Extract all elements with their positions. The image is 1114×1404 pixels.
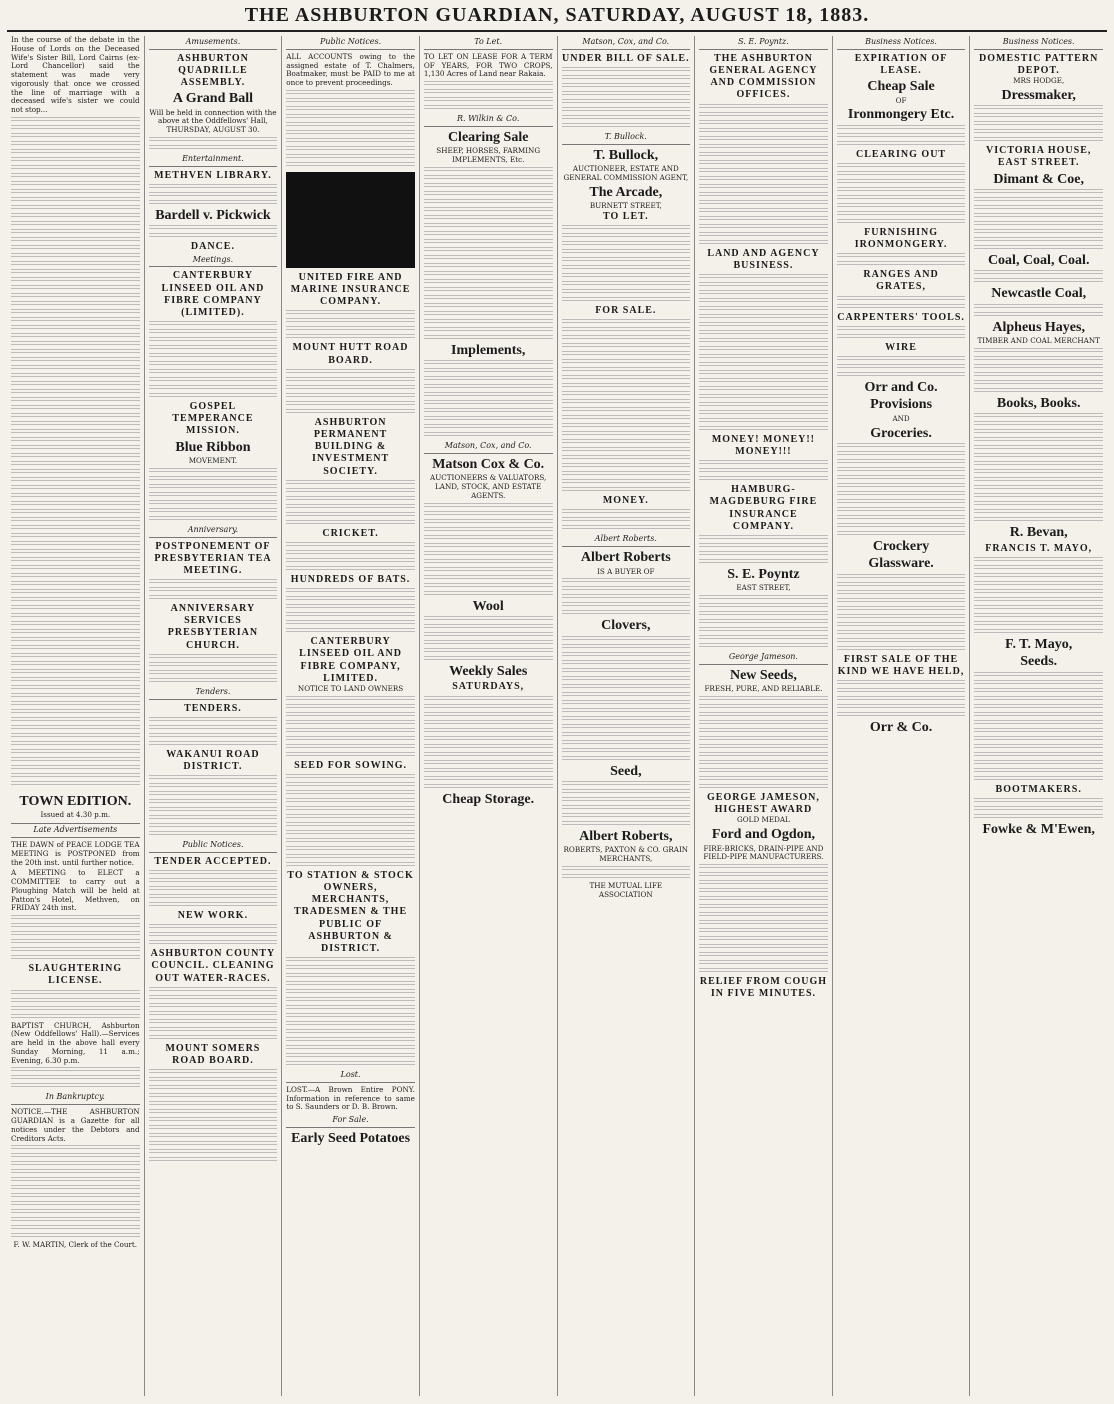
t-bullock: T. Bullock,: [593, 147, 659, 163]
gold-medal: GOLD MEDAL: [737, 815, 790, 825]
of-label: OF: [895, 95, 907, 105]
movement-label: MOVEMENT.: [188, 456, 238, 466]
quadrille-title: ASHBURTON QUADRILLE ASSEMBLY.: [177, 52, 249, 89]
lost-heading: Lost.: [286, 1069, 415, 1083]
blue-ribbon: Blue Ribbon: [175, 439, 251, 455]
entertainment-heading: Entertainment.: [149, 153, 278, 167]
orr-co-sign: Orr & Co.: [869, 720, 933, 736]
books-books: Books, Books.: [996, 396, 1081, 412]
issue-date: SATURDAY, AUGUST 18, 1883.: [565, 4, 870, 26]
water-races: ASHBURTON COUNTY COUNCIL. CLEANING OUT WATER-RACES.: [150, 948, 276, 984]
seeds: Seeds.: [1020, 654, 1058, 670]
column-6: [695, 36, 833, 1396]
saturdays: SATURDAYS,: [452, 681, 525, 693]
public-notices-heading: Public Notices.: [149, 839, 278, 853]
mutual-life: THE MUTUAL LIFE ASSOCIATION: [589, 881, 663, 899]
town-edition-sub: Issued at 4.30 p.m.: [40, 810, 111, 820]
seed: Seed,: [610, 763, 642, 779]
column-3: [282, 36, 420, 1396]
crockery: Crockery: [872, 538, 930, 554]
to-let-lease: TO LET ON LEASE FOR A TERM OF YEARS, FOR TWO CROPS, 1,130 Acres of Land near Rakaia.: [423, 51, 553, 79]
roberts-paxton: ROBERTS, PAXTON & CO. GRAIN MERCHANTS,: [563, 845, 689, 864]
highest-award: HIGHEST AWARD: [714, 804, 813, 816]
weekly-sales: Weekly Sales: [449, 664, 528, 680]
newcastle-coal: Newcastle Coal,: [991, 286, 1087, 302]
fowke-mewen: Fowke & M'Ewen,: [982, 821, 1095, 837]
albert-roberts: Albert Roberts: [580, 550, 671, 566]
column-2: [145, 36, 283, 1396]
column-4: [420, 36, 558, 1396]
anniversary-heading: Anniversary.: [149, 524, 278, 538]
george-jameson: GEORGE JAMESON,: [707, 792, 820, 804]
francis-mayo: FRANCIS T. MAYO,: [985, 542, 1093, 554]
auctioneers-valuators: AUCTIONEERS & VALUATORS, LAND, STOCK, AND ESTATE AGENTS.: [430, 473, 547, 500]
jameson-heading: George Jameson.: [699, 651, 828, 665]
furnishing-ironmongery: FURNISHING IRONMONGERY.: [854, 226, 948, 251]
column-5: [558, 36, 696, 1396]
bullock-role: AUCTIONEER, ESTATE AND GENERAL COMMISSION AGENT,: [563, 164, 689, 182]
r-bevan: R. Bevan,: [1009, 525, 1068, 541]
clovers: Clovers,: [601, 618, 651, 634]
cheap-storage: Cheap Storage.: [442, 791, 535, 807]
business-heading-7: Business Notices.: [837, 36, 966, 50]
seed-for-sowing: SEED FOR SOWING.: [294, 759, 408, 771]
columns: [7, 36, 1107, 1396]
roberts-heading: Albert Roberts.: [562, 533, 691, 547]
tenders-heading: Tenders.: [149, 686, 278, 700]
ford-ogdon: Ford and Ogdon,: [711, 827, 815, 843]
fresh-pure: FRESH, PURE, AND RELIABLE.: [704, 684, 823, 694]
gospel-temperance: GOSPEL TEMPERANCE MISSION.: [172, 401, 254, 437]
ironmongery: Ironmongery Etc.: [847, 107, 955, 123]
late-ad-1: THE DAWN of PEACE LODGE TEA MEETING is POSTPONED from the 20th inst. until further notice.: [11, 839, 140, 867]
meetings-heading: Meetings.: [149, 254, 278, 268]
lords-debate-article: In the course of the debate in the House of Lords on the Deceased Wife's Sister Bill, Lord Cairns (ex-Lord Chancellor) said the statement was made very vigorously that once we crossed the line of marriage with a deceased wife's sister we could not stop...: [11, 36, 140, 115]
newspaper-page: [7, 4, 1107, 1396]
to-let-heading: To Let.: [424, 36, 553, 50]
ball-details: Will be held in connection with the above at the Oddfellows' Hall, THURSDAY, AUGUST 30.: [149, 107, 277, 135]
amusements-heading: Amusements.: [149, 36, 278, 50]
permanent-society: ASHBURTON PERMANENT BUILDING & INVESTMENT SOCIETY.: [311, 416, 390, 477]
column-8: [970, 36, 1107, 1396]
provisions: Provisions: [870, 397, 933, 413]
general-agency: THE ASHBURTON GENERAL AGENCY AND COMMISSION OFFICES.: [709, 52, 818, 101]
new-work: NEW WORK.: [177, 910, 249, 922]
mount-hutt: MOUNT HUTT ROAD BOARD.: [292, 342, 409, 366]
cricket: CRICKET.: [322, 527, 379, 539]
anniversary-services: ANNIVERSARY SERVICES PRESBYTERIAN CHURCH.: [167, 603, 259, 651]
buyer-of: IS A BUYER OF: [597, 566, 655, 576]
new-seeds: New Seeds,: [729, 667, 797, 683]
town-edition: [11, 789, 140, 824]
wool: Wool: [472, 598, 504, 614]
money-money: MONEY! MONEY!! MONEY!!!: [711, 433, 816, 458]
implements: Implements,: [451, 342, 526, 358]
sheep-horses: SHEEP, HORSES, FARMING IMPLEMENTS, Etc.: [436, 146, 541, 165]
coal-coal: Coal, Coal, Coal.: [987, 253, 1090, 269]
for-sale: FOR SALE.: [595, 305, 657, 316]
early-seed-potatoes: Early Seed Potatoes: [291, 1131, 411, 1146]
for-sale-heading: For Sale.: [286, 1114, 415, 1128]
masthead: [7, 4, 1107, 32]
poyntz-heading: S. E. Poyntz.: [699, 36, 828, 50]
wakanui-road: WAKANUI ROAD DISTRICT.: [166, 748, 260, 772]
domestic-pattern: DOMESTIC PATTERN DEPOT.: [979, 52, 1099, 76]
bankruptcy-heading: In Bankruptcy.: [11, 1091, 140, 1105]
public-notices-heading-3: Public Notices.: [286, 36, 415, 50]
united-insurance: UNITED FIRE AND MARINE INSURANCE COMPANY.: [290, 271, 411, 308]
dance-label: DANCE.: [190, 241, 235, 253]
clerk-signature: F. W. MARTIN, Clerk of the Court.: [13, 1240, 138, 1250]
notice-land-owners: NOTICE TO LAND OWNERS: [297, 683, 404, 693]
groceries: Groceries.: [870, 425, 932, 441]
late-ad-2: A MEETING to ELECT a COMMITTEE to carry out a Ploughing Match will be held at Patton's Hotel, Methven, on FRIDAY 24th inst.: [11, 868, 140, 913]
wilkin-heading: R. Wilkin & Co.: [424, 113, 553, 127]
business-heading-8: Business Notices.: [974, 36, 1103, 50]
dimant-coe: Dimant & Coe,: [993, 171, 1084, 187]
tender-accepted: TENDER ACCEPTED.: [154, 855, 272, 867]
cheap-sale: Cheap Sale: [867, 79, 935, 95]
matson-cox: Matson Cox & Co.: [432, 456, 545, 472]
albert-roberts-agent: Albert Roberts,: [579, 829, 673, 845]
first-sale: FIRST SALE OF THE KIND WE HAVE HELD,: [837, 653, 965, 677]
burnett-street: BURNETT STREET,: [589, 201, 662, 211]
clearing-out: CLEARING OUT: [856, 148, 947, 160]
bardell-v-pickwick: Bardell v. Pickwick: [155, 207, 271, 223]
mrs-hodge: MRS HODGE,: [1013, 76, 1065, 86]
glassware: Glassware.: [868, 556, 934, 572]
late-ads-heading: Late Advertisements: [11, 824, 140, 838]
bullock-heading: T. Bullock.: [562, 131, 691, 145]
timber-coal: TIMBER AND COAL MERCHANT: [977, 336, 1100, 346]
and-label: AND: [892, 413, 910, 423]
ranges-grates: RANGES AND GRATES,: [863, 269, 939, 293]
relief-cough: RELIEF FROM COUGH IN FIVE MINUTES.: [699, 976, 828, 1000]
carpenters-tools: CARPENTERS' TOOLS.: [837, 311, 965, 323]
grand-ball: A Grand Ball: [172, 91, 253, 107]
to-let: TO LET.: [603, 210, 649, 222]
alpheus-hayes: Alpheus Hayes,: [992, 319, 1085, 335]
baptist-church: BAPTIST CHURCH, Ashburton (New Oddfellows' Hall).—Services are held in the above hall every Sunday Morning, 11 a.m.; Evening, 6.30 p.m.: [11, 1020, 140, 1065]
redacted-block: [286, 172, 415, 268]
fire-bricks: FIRE-BRICKS, DRAIN-PIPE AND FIELD-PIPE MANUFACTURERS.: [703, 843, 824, 862]
the-arcade: The Arcade,: [589, 184, 663, 200]
gazette-notice: NOTICE.—THE ASHBURTON GUARDIAN is a Gazette for all notices under the Debtors and Creditors Acts.: [11, 1107, 140, 1143]
postponement: POSTPONEMENT OF PRESBYTERIAN TEA MEETING.: [154, 540, 272, 576]
matson-heading: Matson, Cox, and Co.: [424, 440, 553, 454]
linseed-company-3: CANTERBURY LINSEED OIL AND FIBRE COMPANY, LIMITED.: [299, 636, 402, 684]
east-street: EAST STREET,: [736, 583, 791, 593]
column-1: [7, 36, 145, 1396]
land-agency: LAND AND AGENCY BUSINESS.: [707, 247, 820, 271]
orr-and-co: Orr and Co.: [864, 380, 938, 395]
mount-somers-board: MOUNT SOMERS ROAD BOARD.: [165, 1042, 261, 1067]
town-edition-title: TOWN EDITION.: [19, 794, 132, 810]
expiration-lease: EXPIRATION OF LEASE.: [854, 52, 948, 76]
wire: WIRE: [885, 341, 917, 353]
linseed-company: CANTERBURY LINSEED OIL AND FIBRE COMPANY (LIMITED).: [161, 270, 265, 318]
se-poyntz: S. E. Poyntz: [727, 567, 800, 582]
hundreds-of-bats: HUNDREDS OF BATS.: [290, 573, 411, 585]
clearing-sale: Clearing Sale: [447, 129, 529, 145]
tenders-title: TENDERS.: [184, 702, 242, 714]
accounts-notice: ALL ACCOUNTS owing to the assigned estate of T. Chalmers, Boatmaker, must be PAID to me at once to prevent proceedings.: [286, 51, 415, 88]
victoria-house: VICTORIA HOUSE, EAST STREET.: [985, 145, 1092, 169]
slaughter-title: SLAUGHTERING LICENSE.: [28, 963, 123, 987]
paper-title: THE ASHBURTON GUARDIAN,: [244, 4, 560, 26]
matson-heading-5: Matson, Cox, and Co.: [562, 36, 691, 50]
bill-of-sale: UNDER BILL OF SALE.: [562, 52, 690, 64]
dressmaker: Dressmaker,: [1001, 87, 1076, 103]
methven-library: METHVEN LIBRARY.: [154, 169, 272, 181]
money: MONEY.: [602, 495, 649, 507]
lost-pony: LOST.—A Brown Entire PONY. Information in reference to same to S. Saunders or D. B. Brown.: [286, 1084, 415, 1112]
hamburg-insurance: HAMBURG-MAGDEBURG FIRE INSURANCE COMPANY.: [709, 484, 818, 532]
station-owners: TO STATION & STOCK OWNERS, MERCHANTS, TRADESMEN & THE PUBLIC OF ASHBURTON & DISTRICT.: [287, 869, 414, 954]
column-7: [833, 36, 971, 1396]
bootmakers: BOOTMAKERS.: [995, 783, 1082, 795]
ft-mayo: F. T. Mayo,: [1005, 636, 1073, 652]
